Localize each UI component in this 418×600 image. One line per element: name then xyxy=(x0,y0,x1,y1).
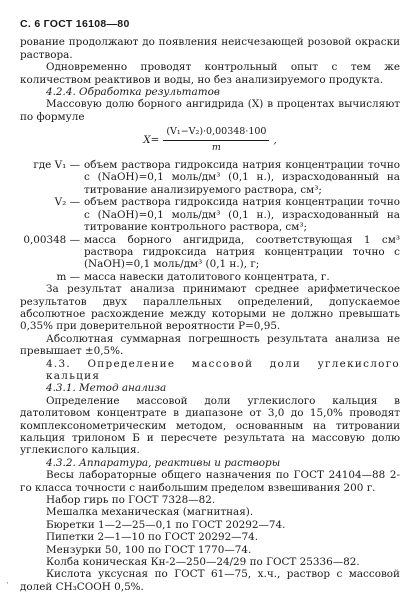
definition-symbol: m — xyxy=(56,270,80,283)
formula-lhs: X= xyxy=(143,133,160,146)
section-heading-4-3-1: 4.3.1. Метод анализа xyxy=(46,382,167,395)
definition-symbol: V₂ — xyxy=(54,196,80,209)
list-item: Пипетки 2—1—10 по ГОСТ 20292—74. xyxy=(46,531,259,544)
paragraph: рование продолжают до появления неисчезающей розовой окраски раствора. xyxy=(20,36,400,61)
definition-item xyxy=(20,196,400,233)
definition-text: масса борного ангидрида, соответствующая 1 см³ раствора гидроксида натрия концентрации точно c (NaOH)=0,1 моль/дм³ (0,1 н.), г; xyxy=(84,233,400,271)
definition-text: масса навески датолитового концентрата, г. xyxy=(84,270,330,283)
section-heading-4-3: 4.3. Определение массовой доли углекислого кальция xyxy=(46,357,400,382)
paragraph: Абсолютная суммарная погрешность результата анализа не превышает ±0,5%. xyxy=(20,332,400,358)
definitions-list xyxy=(20,159,400,283)
formula xyxy=(20,126,400,154)
list-item: Кислота уксусная по ГОСТ 61—75, х.ч., раствор с массовой долей CH₃COOH 0,5%. xyxy=(20,568,400,593)
paragraph: Определение массовой доли углекислого кальция в датолитовом концентрате в диапазоне от 3,0 до 15,0% проводят комплексонометрическим методом, основанным на титровании кальция трилоном Б и пересчете результата на массовую долю углекислого кальция. xyxy=(20,394,400,457)
section-heading-4-2-4: 4.2.4. Обработка результатов xyxy=(46,86,220,99)
formula-fraction xyxy=(163,126,269,154)
formula-denominator: m xyxy=(211,141,221,153)
paragraph: За результат анализа принимают среднее арифметическое результатов двух параллельных определений, допускаемое абсолютное расхождение между которыми не должно превышать 0,35% при доверительной вероятности P=0,95. xyxy=(20,283,400,333)
definition-symbol: 0,00348 — xyxy=(23,233,80,246)
list-item: Колба коническая Кн-2—250—24/29 по ГОСТ 25336—82. xyxy=(46,556,360,569)
definition-symbol: V₁ — xyxy=(54,159,80,172)
margin-mark: · xyxy=(6,579,9,589)
definition-text: объем раствора гидроксида натрия концентрации точно c (NaOH)=0,1 моль/дм³ (0,1 н.), израсходованный на титрование анализируемого раствора, см³; xyxy=(84,159,400,196)
definition-item xyxy=(20,271,400,283)
paragraph: Одновременно проводят контрольный опыт с тем же количеством реактивов и воды, но без анализируемого продукта. xyxy=(20,61,400,86)
list-item: Мензурки 50, 100 по ГОСТ 1770—74. xyxy=(46,543,252,556)
definition-text: объем раствора гидроксида натрия концентрации точно c (NaOH)=0,1 моль/дм³ (0,1 н.), израсходованный на титрование контрольного раствора, см³; xyxy=(84,196,400,234)
list-item: Набор гирь по ГОСТ 7328—82. xyxy=(46,494,216,507)
paragraph: Весы лабораторные общего назначения по ГОСТ 24104—88 2-го класса точности с наибольшим пределом взвешивания 200 г. xyxy=(20,469,400,494)
list-item: Бюретки 1—2—25—0,1 по ГОСТ 20292—74. xyxy=(46,518,286,531)
formula-numerator: (V₁−V₂)·0,00348·100 xyxy=(163,126,269,140)
section-heading-4-3-2: 4.3.2. Аппаратура, реактивы и растворы xyxy=(46,456,281,469)
definition-item xyxy=(20,234,400,271)
page-header: С. 6 ГОСТ 16108—80 xyxy=(20,18,130,30)
where-label: где xyxy=(33,159,52,172)
formula-end: , xyxy=(273,133,277,146)
definition-item xyxy=(20,159,400,196)
paragraph: Массовую долю борного ангидрида (X) в процентах вычисляют по формуле xyxy=(20,98,400,123)
list-item: Мешалка механическая (магнитная). xyxy=(46,506,254,519)
